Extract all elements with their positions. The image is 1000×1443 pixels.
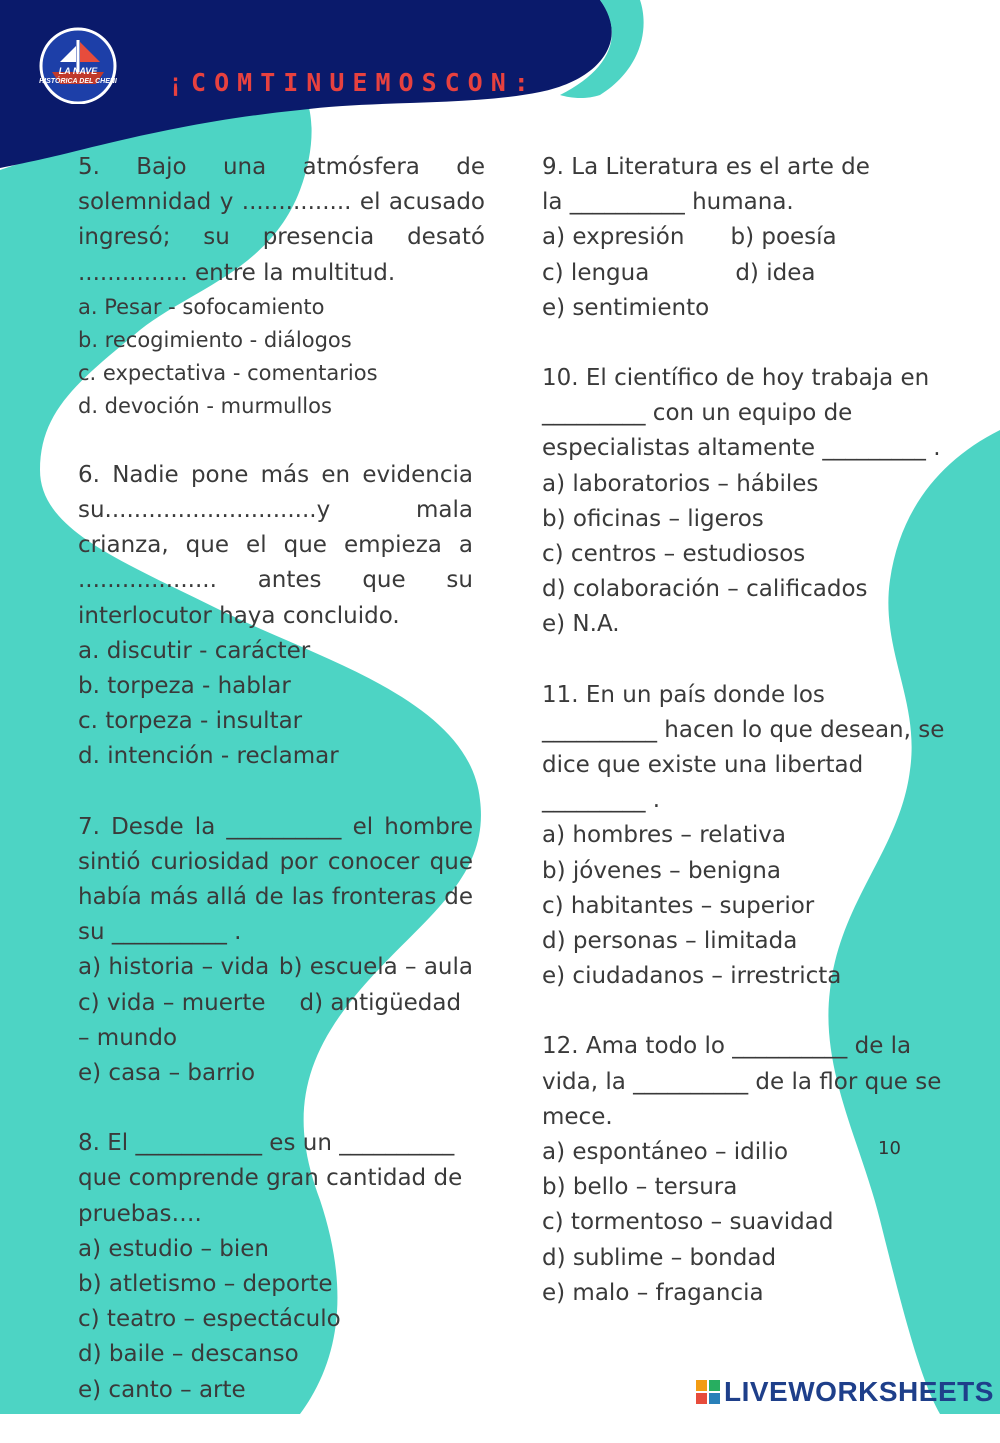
question-9-option-e[interactable]: e) sentimiento bbox=[542, 294, 710, 321]
question-7-stem: 7. Desde la __________ el hombre sintió curiosidad por conocer que había más allá de las fronteras de su __________ . bbox=[78, 813, 473, 946]
question-12 bbox=[542, 1029, 942, 1311]
page-number: 10 bbox=[878, 1138, 901, 1159]
question-12-option-a[interactable]: a) espontáneo – idilio bbox=[542, 1139, 789, 1166]
question-9-option-b[interactable]: b) poesía bbox=[730, 224, 837, 251]
question-7-option-e[interactable]: e) casa – barrio bbox=[78, 1060, 256, 1087]
question-5-option-d[interactable]: d. devoción - murmullos bbox=[78, 393, 332, 418]
left-column bbox=[78, 150, 485, 1443]
question-7-row-1 bbox=[78, 950, 473, 985]
question-10-option-d[interactable]: d) colaboración – calificados bbox=[542, 576, 868, 603]
question-6-option-c[interactable]: c. torpeza - insultar bbox=[78, 708, 303, 735]
liveworksheets-logo-icon bbox=[696, 1380, 720, 1404]
question-9-option-c[interactable]: c) lengua bbox=[542, 259, 650, 286]
question-10-option-b[interactable]: b) oficinas – ligeros bbox=[542, 505, 764, 532]
question-5 bbox=[78, 150, 485, 423]
question-7-option-a[interactable]: a) historia – vida bbox=[78, 954, 270, 981]
question-11-option-a[interactable]: a) hombres – relativa bbox=[542, 822, 786, 849]
question-11-option-e[interactable]: e) ciudadanos – irrestricta bbox=[542, 963, 842, 990]
question-7-row-2 bbox=[78, 986, 473, 1056]
logo bbox=[30, 26, 126, 104]
question-11-option-c[interactable]: c) habitantes – superior bbox=[542, 892, 815, 919]
question-10-stem: 10. El científico de hoy trabaja en _________ con un equipo de especialistas altamente _________ . bbox=[542, 365, 941, 462]
question-9-option-a[interactable]: a) expresión bbox=[542, 224, 685, 251]
logo-text-1: LA NAVE bbox=[58, 66, 98, 76]
question-8-option-a[interactable]: a) estudio – bien bbox=[78, 1235, 270, 1262]
question-9-row-1 bbox=[542, 220, 892, 255]
question-6-stem: 6. Nadie pone más en evidencia su.............................y mala crianza, que el que empieza a ................... antes que su interlocutor haya concluido. bbox=[78, 461, 473, 629]
question-9-row-2 bbox=[542, 256, 892, 291]
right-column bbox=[542, 150, 947, 1346]
question-8-option-c[interactable]: c) teatro – espectáculo bbox=[78, 1306, 341, 1333]
question-12-option-e[interactable]: e) malo – fragancia bbox=[542, 1279, 764, 1306]
question-5-stem: 5. Bajo una atmósfera de solemnidad y ............... el acusado ingresó; su presencia desató ............... entre la multitud. bbox=[78, 154, 485, 286]
question-6-option-d[interactable]: d. intención - reclamar bbox=[78, 743, 339, 770]
question-12-stem: 12. Ama todo lo __________ de la vida, la __________ de la flor que se mece. bbox=[542, 1033, 942, 1130]
question-12-option-c[interactable]: c) tormentoso – suavidad bbox=[542, 1209, 834, 1236]
question-8-option-d[interactable]: d) baile – descanso bbox=[78, 1341, 299, 1368]
question-9-stem: 9. La Literatura es el arte de la __________ humana. bbox=[542, 154, 870, 216]
footer-brand-text: LIVEWORKSHEETS bbox=[724, 1376, 994, 1407]
question-11 bbox=[542, 678, 947, 995]
question-9 bbox=[542, 150, 892, 326]
question-8 bbox=[78, 1126, 473, 1408]
page-title: ¡COMTINUEMOSCON: bbox=[168, 68, 537, 97]
question-6-option-b[interactable]: b. torpeza - hablar bbox=[78, 673, 291, 700]
question-7-option-c[interactable]: c) vida – muerte bbox=[78, 989, 266, 1016]
question-6-option-a[interactable]: a. discutir - carácter bbox=[78, 637, 311, 664]
footer-brand[interactable] bbox=[696, 1376, 994, 1408]
question-12-option-d[interactable]: d) sublime – bondad bbox=[542, 1244, 777, 1271]
question-10-option-e[interactable]: e) N.A. bbox=[542, 611, 620, 638]
question-6 bbox=[78, 458, 473, 775]
question-11-option-d[interactable]: d) personas – limitada bbox=[542, 928, 798, 955]
question-11-stem: 11. En un país donde los __________ hacen lo que desean, se dice que existe una libertad _________ . bbox=[542, 681, 945, 814]
question-10-option-a[interactable]: a) laboratorios – hábiles bbox=[542, 470, 819, 497]
question-7-option-b[interactable]: b) escuela – aula bbox=[278, 954, 473, 981]
question-5-option-a[interactable]: a. Pesar - sofocamiento bbox=[78, 294, 325, 319]
question-5-option-c[interactable]: c. expectativa - comentarios bbox=[78, 360, 378, 385]
question-10 bbox=[542, 361, 942, 643]
question-9-option-d[interactable]: d) idea bbox=[735, 259, 816, 286]
question-7-option-d[interactable]: d) antigüedad – mundo bbox=[78, 989, 462, 1051]
question-7 bbox=[78, 810, 473, 1092]
question-11-option-b[interactable]: b) jóvenes – benigna bbox=[542, 857, 781, 884]
question-5-option-b[interactable]: b. recogimiento - diálogos bbox=[78, 327, 352, 352]
logo-text-2: HISTÓRICA DEL CHENI bbox=[39, 78, 117, 85]
question-8-option-b[interactable]: b) atletismo – deporte bbox=[78, 1271, 333, 1298]
question-8-stem: 8. El ___________ es un __________ que comprende gran cantidad de pruebas…. bbox=[78, 1130, 463, 1227]
question-10-option-c[interactable]: c) centros – estudiosos bbox=[542, 541, 806, 568]
question-8-option-e[interactable]: e) canto – arte bbox=[78, 1376, 246, 1403]
question-12-option-b[interactable]: b) bello – tersura bbox=[542, 1174, 738, 1201]
